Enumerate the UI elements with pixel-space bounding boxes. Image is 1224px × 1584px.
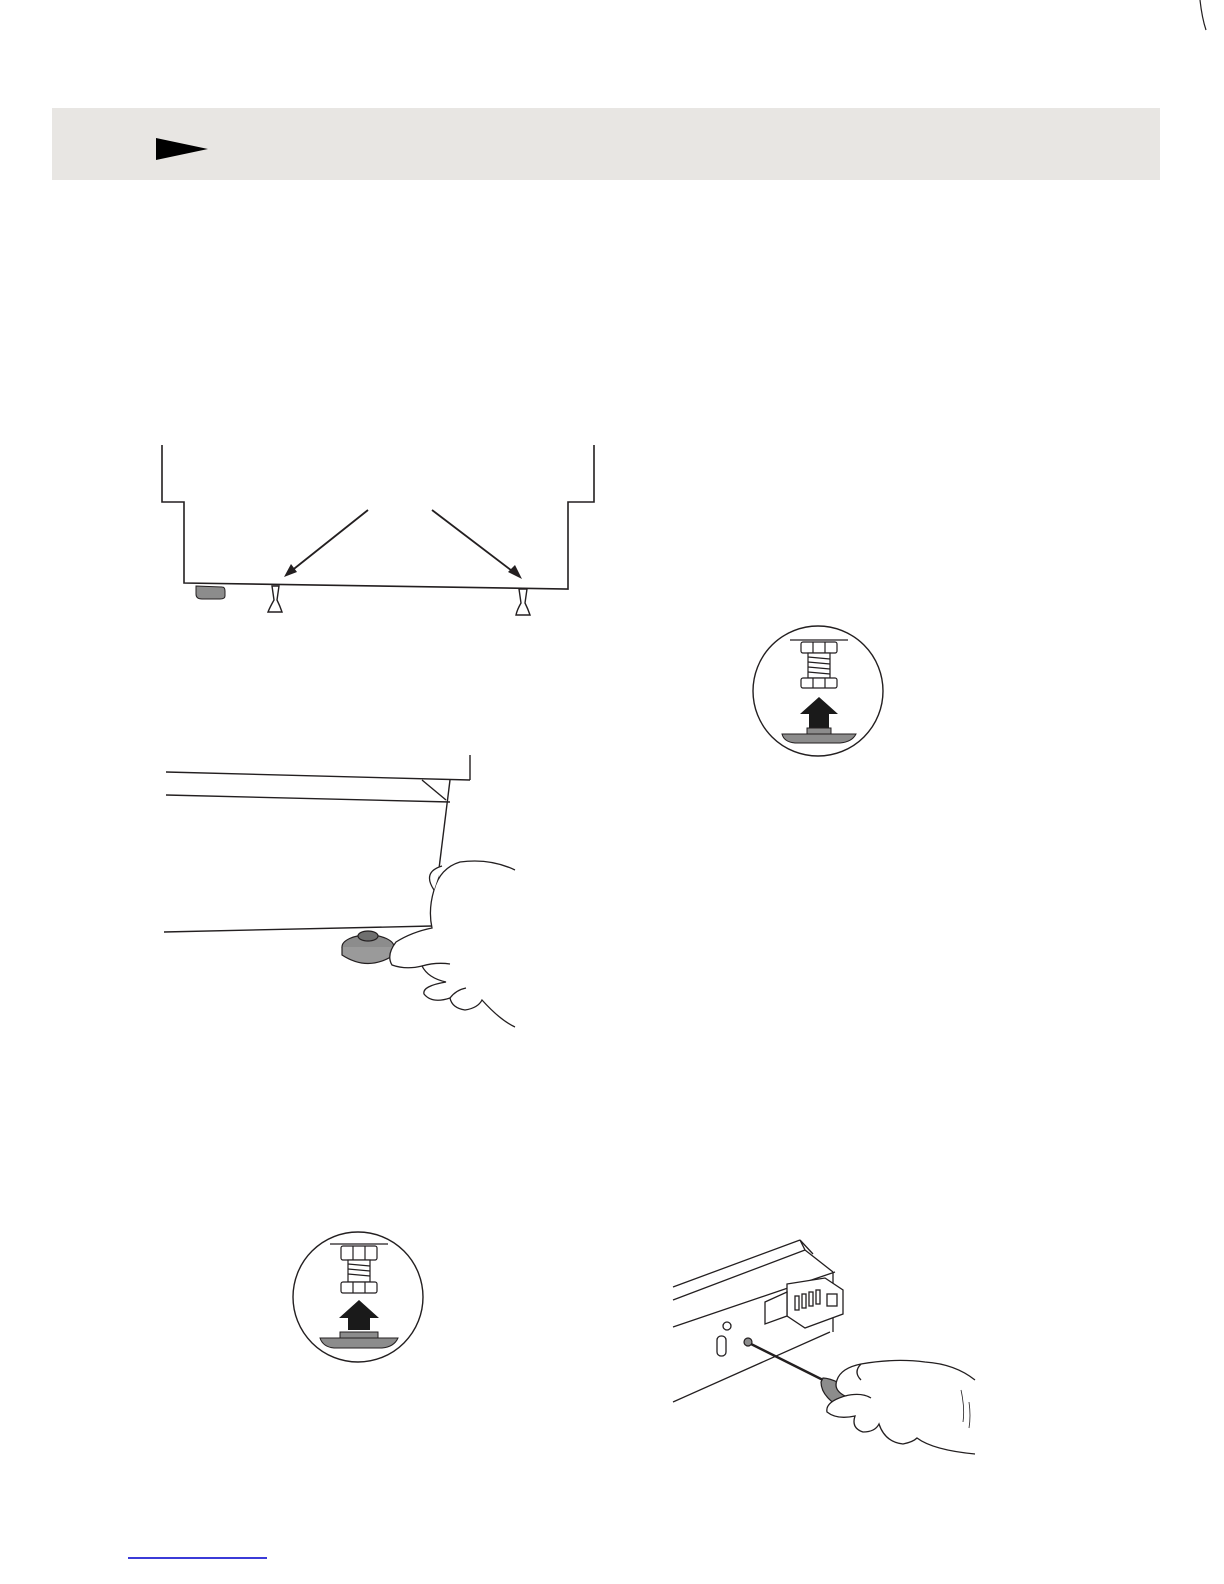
leveling-legs-figure	[150, 440, 610, 625]
right-triangle-marker-icon	[156, 138, 210, 160]
section-header-band	[52, 108, 1160, 180]
leveling-leg-detail-icon-lower	[290, 1230, 426, 1366]
top-corner-rule	[0, 0, 1224, 70]
screwdriver-bracket-figure	[665, 1232, 980, 1457]
leveling-leg-detail-icon	[750, 625, 886, 761]
hand-adjusting-leg-figure	[160, 750, 525, 1035]
footer-link-underline[interactable]	[128, 1557, 267, 1559]
